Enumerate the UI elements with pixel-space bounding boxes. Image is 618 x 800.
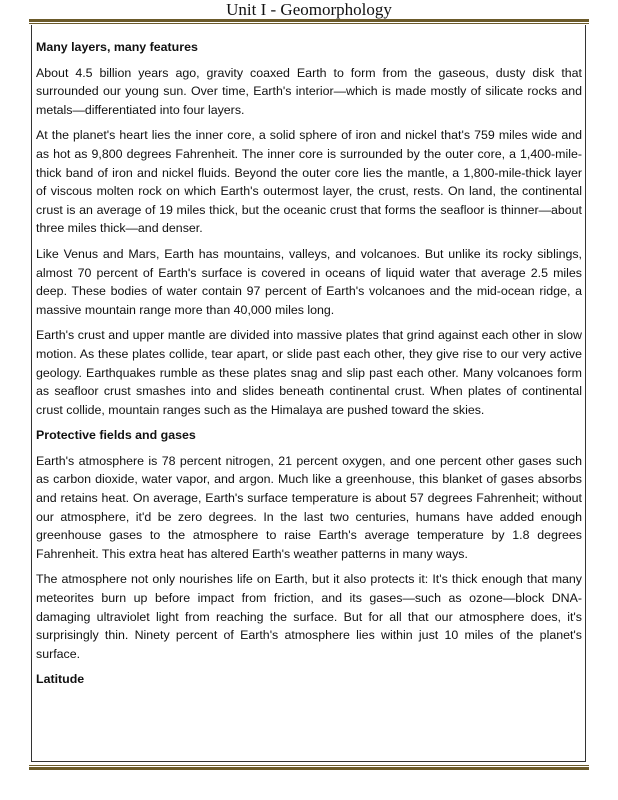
paragraph: Earth's atmosphere is 78 percent nitrogen, 21 percent oxygen, and one percent other gases such as carbon dioxide, water vapor, and argon. Much like a greenhouse, this blanket of gases absorbs and retains heat. On average, Earth's surface temperature is about 57 degrees Fahrenheit; without our atmosphere, it'd be zero degrees. In the last two centuries, humans have added enough greenhouse gases to the atmosphere to raise Earth's average temperature by 1.8 degrees Fahrenheit. This extra heat has altered Earth's weather patterns in many ways. bbox=[36, 453, 582, 561]
header-rule-thin bbox=[29, 23, 589, 24]
section-heading-protective: Protective fields and gases bbox=[36, 428, 196, 443]
document-body bbox=[36, 38, 582, 696]
section-heading-layers: Many layers, many features bbox=[36, 40, 198, 54]
page-header-title: Unit I - Geomorphology bbox=[226, 0, 392, 19]
footer-rule-thin bbox=[29, 765, 589, 766]
paragraph: About 4.5 billion years ago, gravity coaxed Earth to form from the gaseous, dusty disk that surrounded our young sun. Over time, Earth's interior—which is made mostly of silicate rocks and metals—differentiated into four layers. bbox=[36, 65, 582, 117]
paragraph: The atmosphere not only nourishes life on Earth, but it also protects it: It's thick enough that many meteorites burn up before impact from friction, and its gases—such as ozone—block DNA-damaging ultraviolet light from reaching the surface. But for all that our atmosphere does, it's surprisingly thin. Ninety percent of Earth's atmosphere lies within just 10 miles of the planet's surface. bbox=[36, 572, 582, 661]
paragraph: At the planet's heart lies the inner core, a solid sphere of iron and nickel that's 759 miles wide and as hot as 9,800 degrees Fahrenheit. The inner core is surrounded by the outer core, a 1,400-mile-thick band of iron and nickel fluids. Beyond the outer core lies the mantle, a 1,800-mile-thick layer of viscous molten rock on which Earth's outermost layer, the crust, rests. On land, the continental crust is an average of 19 miles thick, but the oceanic crust that forms the seafloor is thinner—about three miles thick—and denser. bbox=[36, 128, 582, 236]
paragraph: Earth's crust and upper mantle are divided into massive plates that grind against each other in slow motion. As these plates collide, tear apart, or slide past each other, they give rise to our very active geology. Earthquakes rumble as these plates snag and slip past each other. Many volcanoes form as seafloor crust smashes into and slides beneath continental crust. When plates of continental crust collide, mountain ranges such as the Himalaya are pushed toward the skies. bbox=[36, 328, 582, 417]
section-heading-latitude: Latitude bbox=[36, 672, 85, 687]
header-rule-thick bbox=[29, 19, 589, 22]
paragraph: Like Venus and Mars, Earth has mountains, valleys, and volcanoes. But unlike its rocky siblings, almost 70 percent of Earth's surface is covered in oceans of liquid water that average 2.5 miles deep. These bodies of water contain 97 percent of Earth's volcanoes and the mid-ocean ridge, a massive mountain range more than 40,000 miles long. bbox=[36, 246, 582, 317]
footer-rule-thick bbox=[29, 767, 589, 770]
